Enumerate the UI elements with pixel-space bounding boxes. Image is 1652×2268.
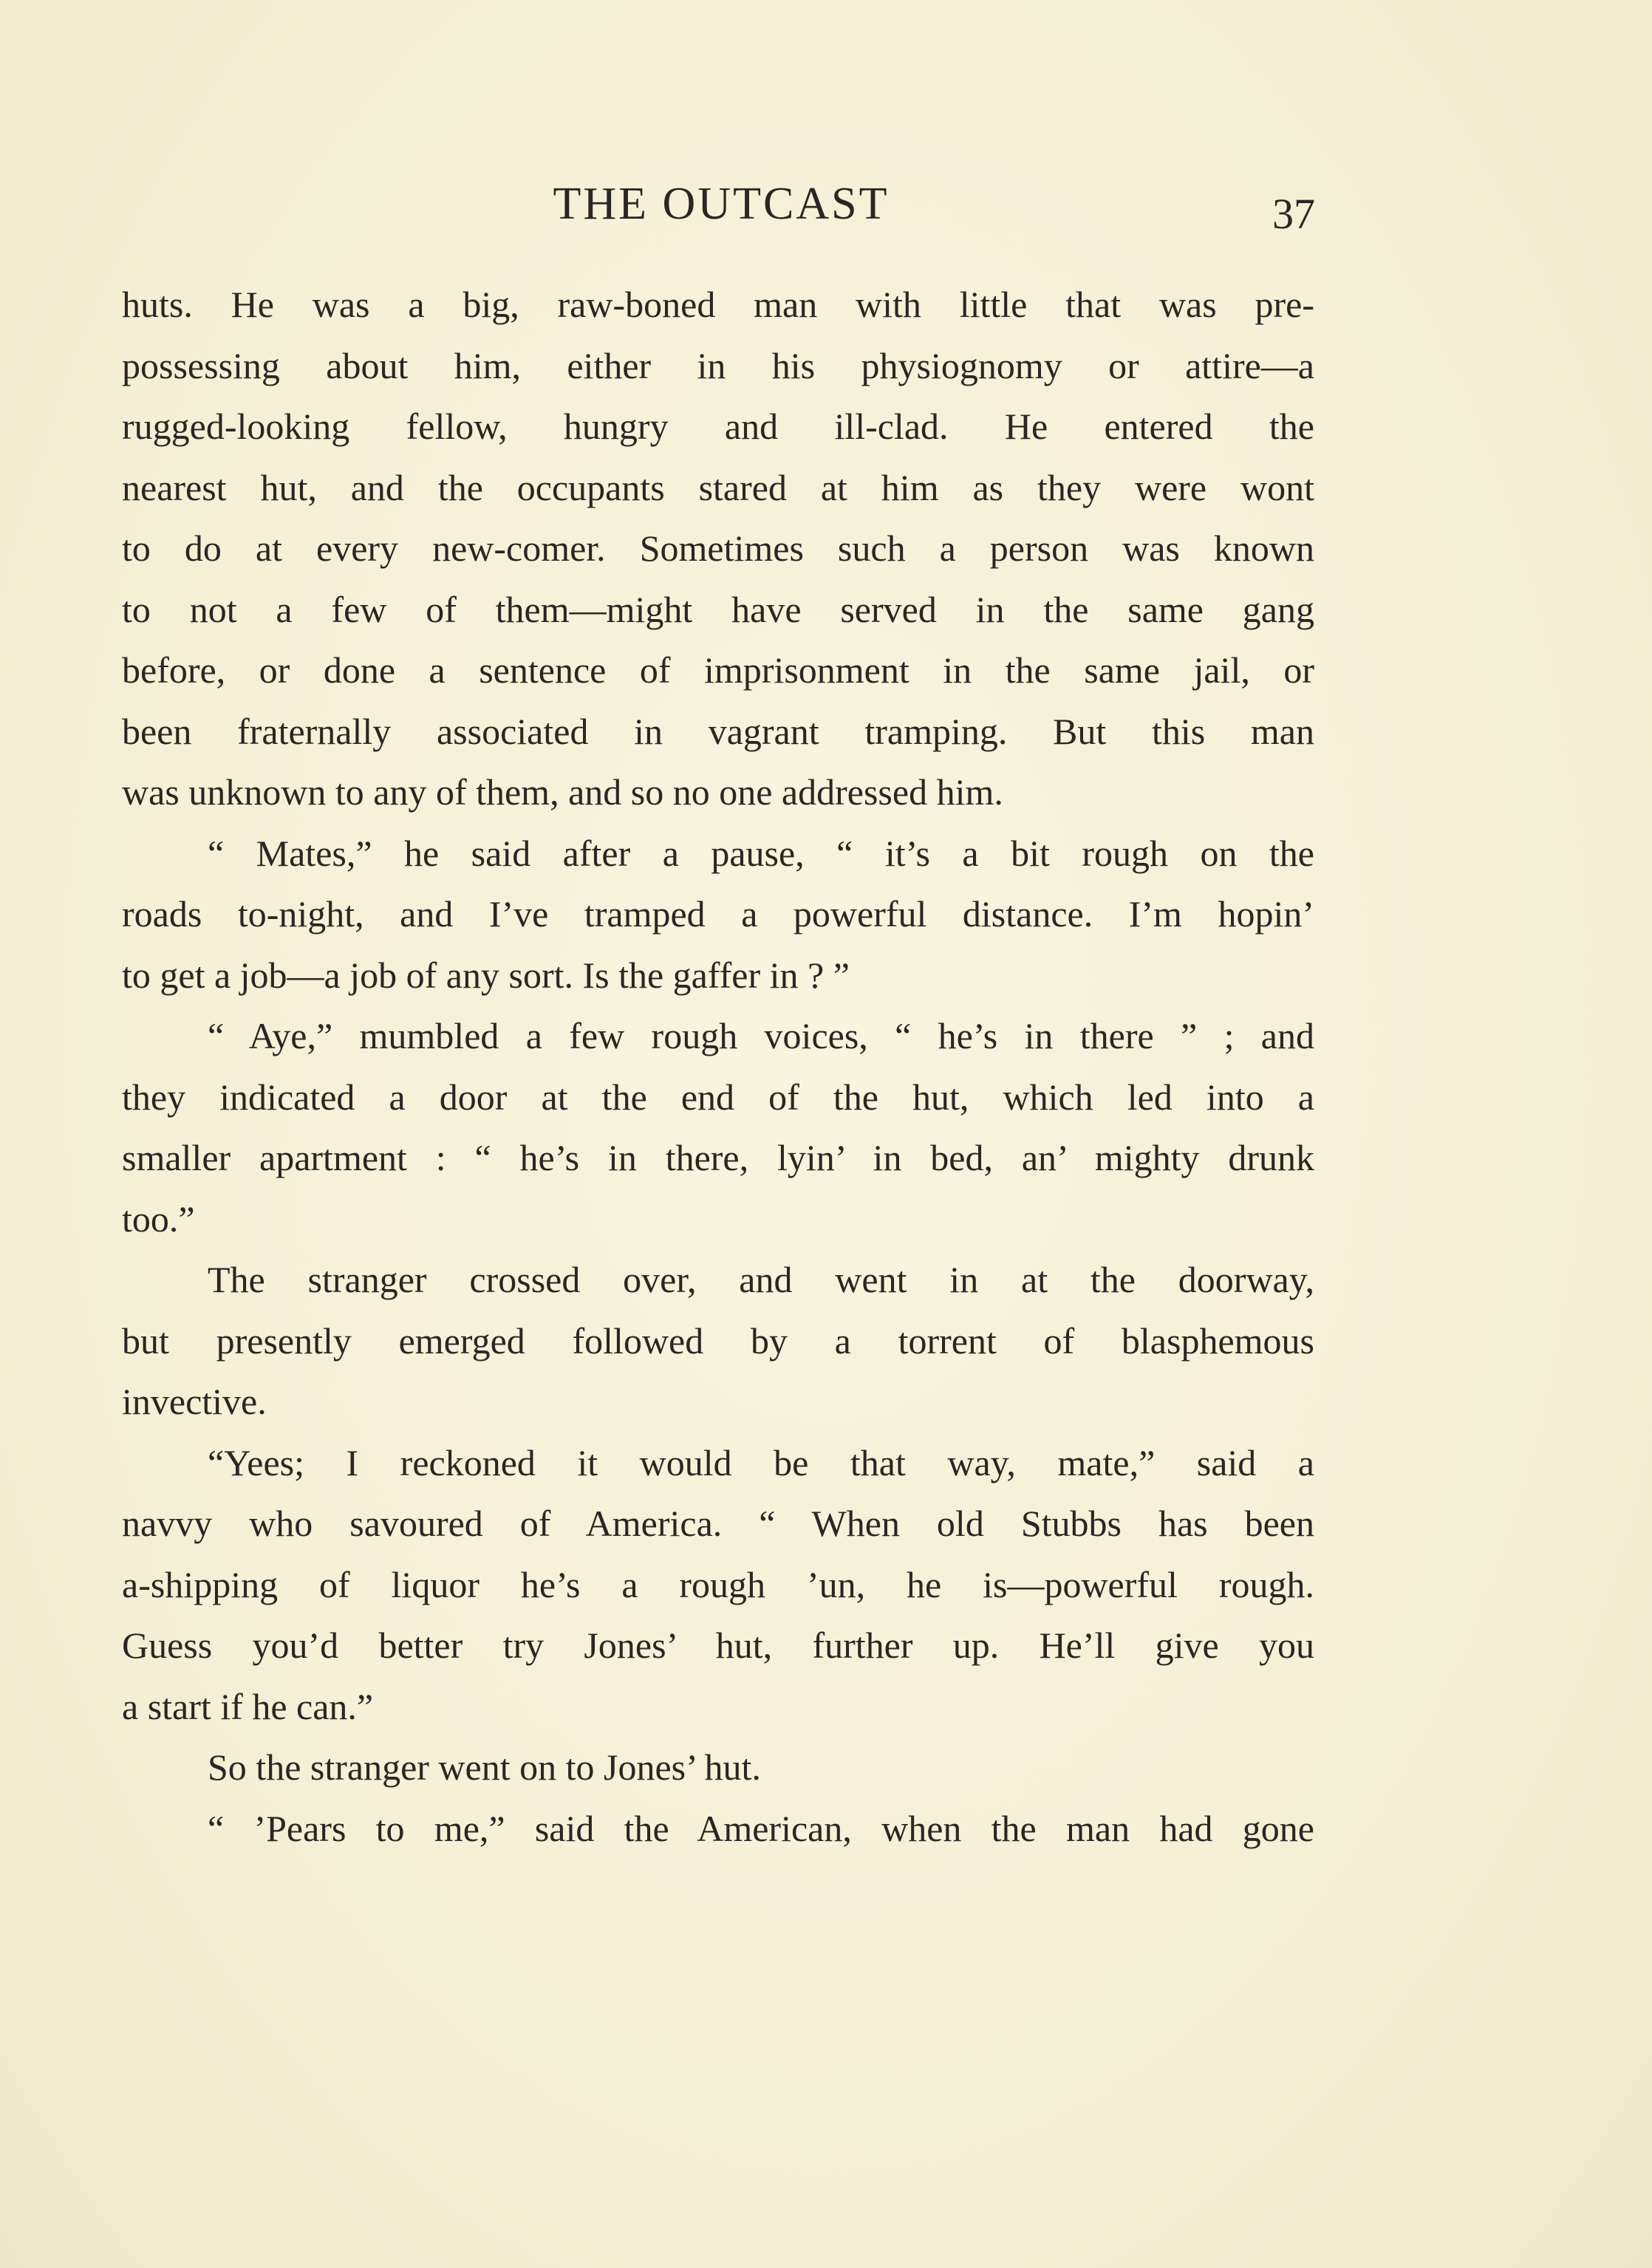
text-line: to get a job—a job of any sort. Is the gaffer in ? ” [122,954,850,996]
text-line: nearest hut, and the occupants stared at him as they were wont [122,466,1314,508]
text-line: The stranger crossed over, and went in at the doorway, [208,1259,1314,1300]
text-line: possessing about him, either in his physiognomy or attire—a [122,344,1314,386]
text-line: “ ’Pears to me,” said the American, when the man had gone [208,1807,1314,1849]
text-line: before, or done a sentence of imprisonment in the same jail, or [122,649,1314,691]
text-line: been fraternally associated in vagrant tramping. But this man [122,710,1314,752]
text-line: smaller apartment : “ he’s in there, lyin’ in bed, an’ mighty drunk [122,1137,1314,1178]
text-line: navvy who savoured of America. “ When old Stubbs has been [122,1503,1314,1544]
text-line: to not a few of them—might have served in the same gang [122,588,1314,630]
page-number: 37 [1272,190,1315,238]
text-line: a-shipping of liquor he’s a rough ’un, he is—powerful rough. [122,1563,1314,1605]
body-text [122,274,1314,1859]
text-line: “Yees; I reckoned it would be that way, mate,” said a [208,1441,1314,1483]
text-line: “ Mates,” he said after a pause, “ it’s a bit rough on the [208,832,1314,874]
text-line: rugged-looking fellow, hungry and ill-clad. He entered the [122,406,1314,447]
text-line: a start if he can.” [122,1685,374,1727]
text-line: huts. He was a big, raw-boned man with little that was pre- [122,284,1314,325]
text-line: So the stranger went on to Jones’ hut. [208,1746,761,1788]
running-title: THE OUTCAST [553,179,890,229]
text-line: “ Aye,” mumbled a few rough voices, “ he’s in there ” ; and [208,1015,1314,1056]
text-line: was unknown to any of them, and so no one addressed him. [122,771,1003,813]
text-line: but presently emerged followed by a torrent of blasphemous [122,1319,1314,1362]
text-line: they indicated a door at the end of the hut, which led into a [122,1076,1314,1118]
text-line: to do at every new-comer. Sometimes such a person was known [122,527,1314,569]
text-line: too.” [122,1198,195,1240]
text-line: roads to-night, and I’ve tramped a powerful distance. I’m hopin’ [122,893,1314,935]
text-line: invective. [122,1381,267,1422]
text-line: Guess you’d better try Jones’ hut, further up. He’ll give you [122,1625,1314,1666]
